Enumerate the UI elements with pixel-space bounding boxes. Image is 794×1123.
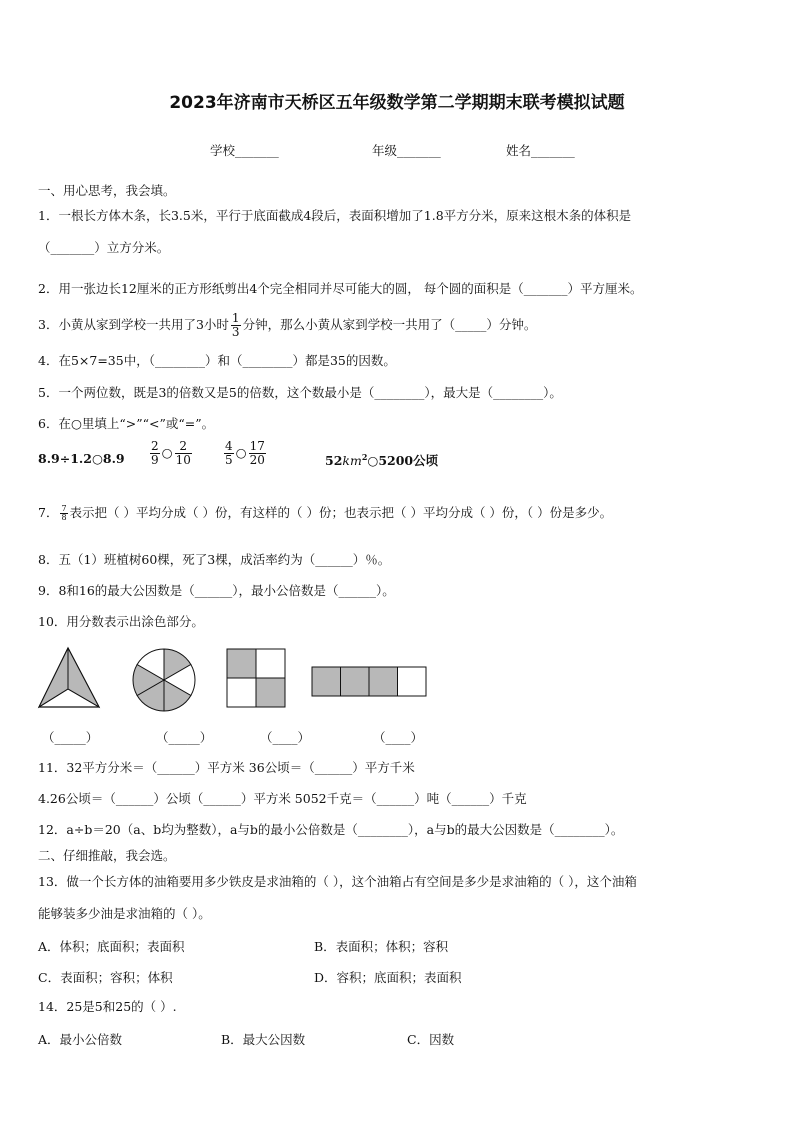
question-13-option-b[interactable]: B．表面积；体积；容积 (314, 939, 449, 954)
question-8: 8．五（1）班植树60棵，死了3棵，成活率约为（______）％。 (38, 552, 391, 567)
question-11-line-1: 11．32平方分米＝（______）平方米 36公顷＝（______）平方千米 (38, 760, 415, 775)
question-13-line-1: 13．做一个长方体的油箱要用多少铁皮是求油箱的（ ），这个油箱占有空间是多少是求油箱的（ ），这个油箱 (38, 874, 637, 889)
question-9: 9．8和16的最大公因数是（______），最小公倍数是（______）。 (38, 583, 395, 598)
question-7: 7． $\frac{7}{8}$ 表示把（ ）平均分成（ ）份，有这样的（ ）份；也表示把（ ）平均分成（ ）份，（ ）份是多少。 (38, 504, 613, 522)
question-6-item-1: 8.9÷1.2○8.9 (38, 451, 125, 466)
question-2: 2．用一张边长12厘米的正方形纸剪出4个完全相同并尽可能大的圆， 每个圆的面积是（_______）平方厘米。 (38, 281, 643, 296)
question-13-option-a[interactable]: A．体积；底面积；表面积 (38, 939, 185, 954)
question-14: 14．25是5和25的（ ）. (38, 999, 177, 1014)
question-14-option-a[interactable]: A．最小公倍数 (38, 1032, 123, 1047)
question-3-fraction: $\frac{1}{3}$ (231, 311, 240, 339)
school-field: 学校_______ (210, 143, 279, 158)
question-10-blank-1: （_____） (42, 730, 99, 745)
question-6-item-3: $\frac{4}{5}$ ○ $\frac{17}{20}$ (225, 439, 265, 467)
question-5: 5．一个两位数，既是3的倍数又是5的倍数，这个数最小是（________），最大是（________）。 (38, 385, 562, 400)
question-12: 12．a÷b＝20（a、b均为整数），a与b的最小公倍数是（________），a与b的最大公因数是（________）。 (38, 822, 624, 837)
question-14-option-c[interactable]: C．因数 (407, 1032, 455, 1047)
question-4: 4．在5×7=35中，（________）和（________）都是35的因数。 (38, 353, 396, 368)
triangle-figure (36, 645, 102, 711)
question-13-option-c[interactable]: C．表面积；容积；体积 (38, 970, 173, 985)
question-14-option-b[interactable]: B．最大公因数 (221, 1032, 306, 1047)
rectangle-strip-figure (311, 666, 429, 698)
question-7-fraction: $\frac{7}{8}$ (61, 504, 67, 522)
question-10-blank-3: （____） (260, 730, 311, 745)
question-3-pre: 3．小黄从家到学校一共用了3小时 (38, 317, 229, 332)
question-1-line-2: （_______）立方分米。 (38, 240, 170, 255)
question-10: 10．用分数表示出涂色部分。 (38, 614, 204, 629)
question-3-post: 分钟，那么小黄从家到学校一共用了（_____）分钟。 (242, 317, 537, 332)
question-6-item-4: $52km^2○5200$公顷 (325, 451, 439, 468)
name-field: 姓名_______ (506, 143, 575, 158)
question-3 (38, 310, 536, 340)
page-title: 2023年济南市天桥区五年级数学第二学期期末联考模拟试题 (169, 93, 625, 113)
question-1-line-1: 1．一根长方体木条，长3.5米，平行于底面截成4段后，表面积增加了1.8平方分米，原来这根木条的体积是 (38, 208, 632, 223)
grade-field: 年级_______ (372, 143, 441, 158)
section-2-heading: 二、仔细推敲，我会选。 (38, 848, 176, 863)
section-1-heading: 一、用心思考，我会填。 (38, 183, 176, 198)
circle-figure (130, 646, 198, 714)
question-6-item-2: $\frac{2}{9}$ ○ $\frac{2}{10}$ (151, 439, 191, 467)
question-11-line-2: 4.26公顷＝（______）公顷（______）平方米 5052千克＝（______）吨（______）千克 (38, 791, 527, 806)
question-6: 6．在○里填上“>”“<”或“=”。 (38, 416, 215, 431)
question-10-blank-4: （____） (373, 730, 424, 745)
square-figure (226, 648, 288, 710)
question-13-option-d[interactable]: D．容积；底面积；表面积 (314, 970, 462, 985)
question-13-line-2: 能够装多少油是求油箱的（ ）。 (38, 906, 211, 921)
question-10-blank-2: （_____） (156, 730, 213, 745)
